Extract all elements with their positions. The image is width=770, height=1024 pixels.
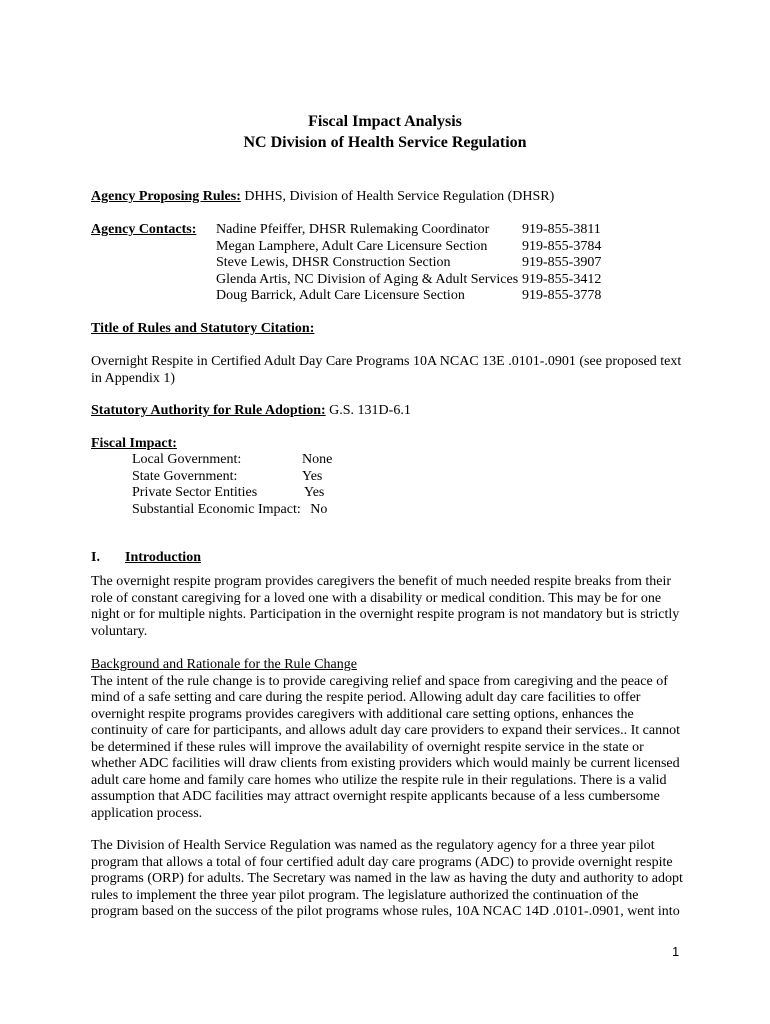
paragraph-line: The intent of the rule change is to provide caregiving relief and space from caregiving and the peace of [91, 673, 668, 689]
fiscal-impact-row [132, 502, 327, 519]
rules-citation-line: in Appendix 1) [91, 370, 175, 386]
fiscal-impact-row-value: Yes [304, 485, 325, 500]
contact-name: Steve Lewis, DHSR Construction Section [216, 255, 451, 270]
paragraph-line: program that allows a total of four certified adult day care programs (ADC) to provide overnight respite [91, 854, 673, 870]
fiscal-impact-row-label: Private Sector Entities [132, 485, 258, 500]
fiscal-impact-row-label: State Government: [132, 468, 238, 484]
paragraph-line: rules to implement the three year pilot program. The legislature authorized the continuation of the [91, 887, 639, 903]
paragraph-line: overnight respite programs provides caregivers with additional care setting options, enhances the [91, 706, 634, 722]
rules-citation-line: Overnight Respite in Certified Adult Day Care Programs 10A NCAC 13E .0101-.0901 (see proposed text [91, 354, 682, 369]
fiscal-impact-row-value: None [302, 452, 333, 467]
fiscal-impact-row [132, 468, 323, 486]
contact-row [216, 272, 616, 289]
contact-phone: 919-855-3784 [522, 238, 602, 254]
rules-citation-text [91, 354, 691, 387]
contact-phone: 919-855-3907 [522, 255, 602, 270]
paragraph-line: night or for multiple nights. Participation in the overnight respite program is not mandatory but is strictly [91, 607, 680, 622]
paragraph-line: continuity of care for participants, and allows adult day care providers to expand their services.. It cannot [91, 723, 680, 738]
fiscal-impact-label: Fiscal Impact: [91, 436, 177, 451]
contact-name: Nadine Pfeiffer, DHSR Rulemaking Coordinator [216, 222, 490, 237]
fiscal-impact-row [132, 452, 333, 469]
paragraph-line: application process. [91, 805, 203, 821]
contact-phone: 919-855-3412 [522, 271, 602, 287]
fiscal-impact-row-label: Substantial Economic Impact: [132, 501, 301, 517]
agency-proposing-rules [91, 189, 554, 206]
fiscal-impact-row [132, 485, 325, 502]
background-heading: Background and Rationale for the Rule Change [91, 657, 357, 672]
paragraph-line: programs (ORP) for adults. The Secretary was named in the law as having the duty and authority to adopt [91, 871, 683, 886]
paragraph-line: whether ADC facilities will draw clients from existing providers which would mainly be current licensed [91, 756, 680, 771]
paragraph-line: role of constant caregiving for a loved one with a disability or medical condition. This may be for one [91, 590, 662, 606]
paragraph-line: adult care home and family care homes who utilize the respite rule in their regulations. There is a valid [91, 772, 667, 788]
section-number: I. [91, 550, 100, 565]
contact-row [216, 255, 616, 272]
fiscal-impact-row-value: No [310, 501, 328, 517]
introduction-paragraph [91, 574, 691, 640]
paragraph-line: program based on the success of the pilot programs whose rules, 10A NCAC 14D .0101-.0901, went into [91, 904, 680, 919]
rules-citation-label: Title of Rules and Statutory Citation: [91, 321, 315, 336]
paragraph-line: voluntary. [91, 623, 148, 639]
contact-phone: 919-855-3778 [522, 288, 602, 303]
document-title: Fiscal Impact Analysis [308, 113, 462, 130]
paragraph-line: be determined if these rules will improve the availability of overnight respite service in the state or [91, 739, 644, 755]
statutory-authority-value: G.S. 131D-6.1 [325, 403, 411, 418]
section-title: Introduction [125, 550, 201, 565]
paragraph-line: assumption that ADC facilities may attract overnight respite applicants because of a less cumbersome [91, 789, 660, 804]
division-paragraph [91, 838, 691, 921]
contact-row [216, 239, 616, 256]
page-number: 1 [672, 944, 680, 959]
agency-contacts-list [216, 222, 616, 305]
agency-value: DHHS, Division of Health Service Regulation (DHSR) [240, 189, 555, 204]
contact-row [216, 288, 616, 305]
statutory-authority [91, 403, 411, 420]
fiscal-impact-row-label: Local Government: [132, 452, 242, 467]
paragraph-line: mind of a safe setting and care during the respite period. Allowing adult day care facilities to offer [91, 690, 641, 705]
contact-name: Doug Barrick, Adult Care Licensure Section [216, 288, 465, 303]
document-subtitle: NC Division of Health Service Regulation [243, 134, 527, 151]
statutory-authority-label: Statutory Authority for Rule Adoption: [91, 403, 326, 418]
background-section [91, 657, 691, 822]
agency-contacts-label: Agency Contacts: [91, 222, 197, 237]
contact-name: Glenda Artis, NC Division of Aging & Adult Services [216, 271, 519, 287]
paragraph-line: The overnight respite program provides caregivers the benefit of much needed respite breaks from their [91, 574, 672, 589]
paragraph-line: The Division of Health Service Regulation was named as the regulatory agency for a three year pilot [91, 838, 655, 853]
contact-row [216, 222, 616, 239]
fiscal-impact-row-value: Yes [302, 468, 323, 484]
contact-phone: 919-855-3811 [522, 222, 601, 237]
contact-name: Megan Lamphere, Adult Care Licensure Section [216, 238, 488, 254]
agency-label: Agency Proposing Rules: [91, 189, 241, 204]
